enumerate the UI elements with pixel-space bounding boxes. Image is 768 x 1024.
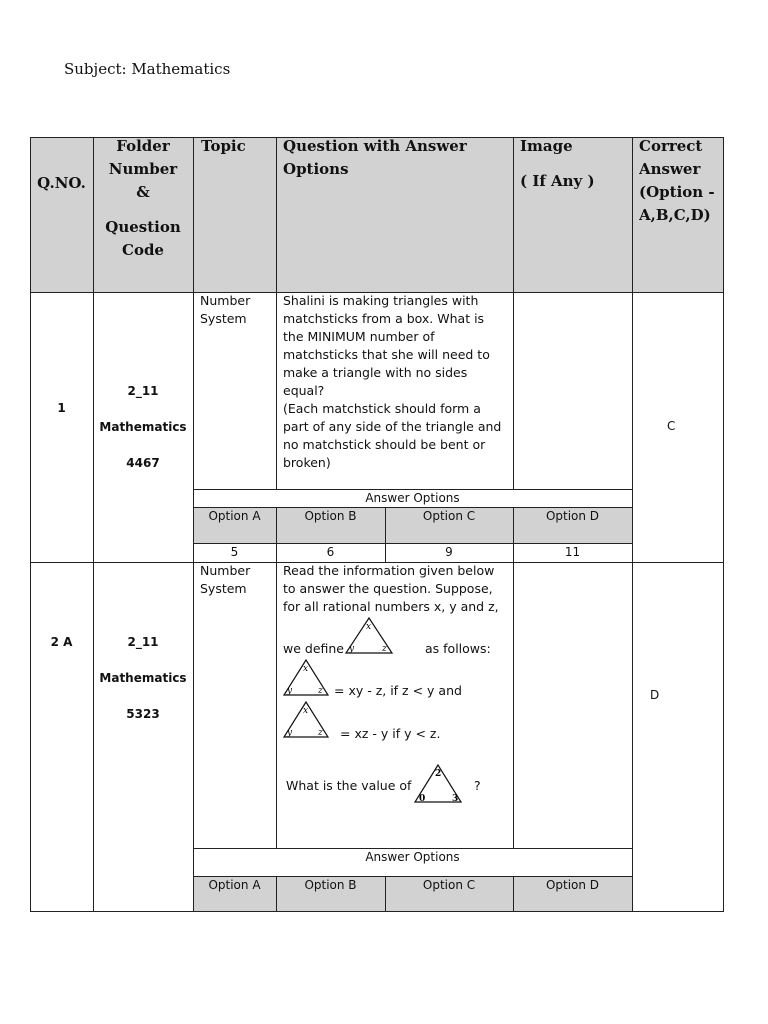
tri-label-right: 3 <box>452 794 459 804</box>
tri-label-top: 2 <box>435 769 442 779</box>
row2-what-is: What is the value of <box>286 778 412 793</box>
triangle-rule1-icon <box>282 658 332 698</box>
tri-label-y: y <box>287 686 293 696</box>
row1-folder-code <box>93 382 193 472</box>
row2-topic-line: System <box>200 581 247 596</box>
row2-rule1: = xy - z, if z < y and <box>334 683 462 698</box>
row1-answer-options-label: Answer Options <box>365 491 460 505</box>
row1-option-b: Option B <box>304 509 357 523</box>
row2-rule2: = xz - y if y < z. <box>340 726 441 741</box>
row1-value-b: 6 <box>326 545 335 559</box>
header-correct-answer <box>639 135 724 227</box>
header-folder-line: & <box>136 183 150 201</box>
tri-label-left: 0 <box>419 794 426 804</box>
row1-topic-line: System <box>200 311 247 326</box>
row2-option-b: Option B <box>304 878 357 892</box>
triangle-symbol-icon <box>344 616 394 656</box>
row1-question <box>283 292 513 472</box>
tri-label-x: x <box>303 664 309 674</box>
header-folder-line: Number <box>108 160 178 178</box>
question-line: matchsticks from a box. What is <box>283 311 485 326</box>
tri-label-z: z <box>318 686 323 696</box>
row1-topic <box>200 292 276 328</box>
row2-question-intro <box>283 562 513 616</box>
row1-value-c: 9 <box>445 545 453 559</box>
header-image <box>520 135 632 193</box>
header-folder-line: Question <box>105 218 181 236</box>
row1-correct-answer: C <box>667 419 676 433</box>
tri-label-y: y <box>287 728 293 738</box>
row2-option-d: Option D <box>545 878 600 892</box>
header-correct-line: Answer <box>639 160 701 178</box>
row1-folder: 2_11 <box>127 384 159 398</box>
row2-option-a: Option A <box>208 878 261 892</box>
header-topic: Topic <box>201 137 246 155</box>
row1-topic-line: Number <box>200 293 251 308</box>
question-line: Read the information given below <box>283 563 495 578</box>
row2-option-c: Option C <box>422 878 476 892</box>
row2-we-define: we define <box>283 641 344 656</box>
question-line: Shalini is making triangles with <box>283 293 479 308</box>
row1-qno: 1 <box>57 401 66 415</box>
row2-topic-line: Number <box>200 563 251 578</box>
row1-option-a: Option A <box>208 509 261 523</box>
question-line: broken) <box>283 455 331 470</box>
header-correct-line: Correct <box>639 137 703 155</box>
row1-code: 4467 <box>126 456 160 470</box>
row2-subject: Mathematics <box>99 671 187 685</box>
header-question <box>283 135 513 181</box>
header-folder-number <box>93 135 193 262</box>
row2-code: 5323 <box>126 707 160 721</box>
tri-label-y: y <box>349 644 355 654</box>
question-line: make a triangle with no sides <box>283 365 468 380</box>
question-line: no matchstick should be bent or <box>283 437 486 452</box>
header-image-line: Image <box>520 137 573 155</box>
header-image-line: ( If Any ) <box>520 172 595 190</box>
row2-as-follows: as follows: <box>425 641 491 656</box>
question-line: (Each matchstick should form a <box>283 401 481 416</box>
tri-label-x: x <box>366 622 372 632</box>
row2-answer-options-label: Answer Options <box>365 850 460 864</box>
header-folder-line: Folder <box>116 137 170 155</box>
row1-value-a: 5 <box>230 545 239 559</box>
question-line: part of any side of the triangle and <box>283 419 502 434</box>
header-correct-line: (Option - <box>639 183 715 201</box>
triangle-rule2-icon <box>282 700 332 740</box>
question-line: matchsticks that she will need to <box>283 347 490 362</box>
row2-folder-code <box>93 633 193 723</box>
header-qno: Q.NO. <box>37 174 86 192</box>
row1-option-d: Option D <box>545 509 600 523</box>
header-correct-line: A,B,C,D) <box>639 206 711 224</box>
row2-qno: 2 A <box>50 635 73 649</box>
header-question-line: Options <box>283 160 349 178</box>
question-line: to answer the question. Suppose, <box>283 581 493 596</box>
row1-value-d: 11 <box>564 545 581 559</box>
row1-option-c: Option C <box>422 509 476 523</box>
row2-folder: 2_11 <box>127 635 159 649</box>
row2-question-mark: ? <box>474 778 481 793</box>
subject-line: Subject: Mathematics <box>64 60 231 78</box>
row2-correct-answer: D <box>650 688 660 702</box>
question-line: equal? <box>283 383 325 398</box>
tri-label-z: z <box>382 644 387 654</box>
tri-label-z: z <box>318 728 323 738</box>
header-folder-line: Code <box>122 241 164 259</box>
question-line: for all rational numbers x, y and z, <box>283 599 499 614</box>
triangle-question-icon <box>412 763 464 805</box>
row1-subject: Mathematics <box>99 420 187 434</box>
tri-label-x: x <box>303 706 309 716</box>
question-line: the MINIMUM number of <box>283 329 435 344</box>
row2-topic <box>200 562 276 598</box>
header-question-line: Question with Answer <box>283 137 467 155</box>
